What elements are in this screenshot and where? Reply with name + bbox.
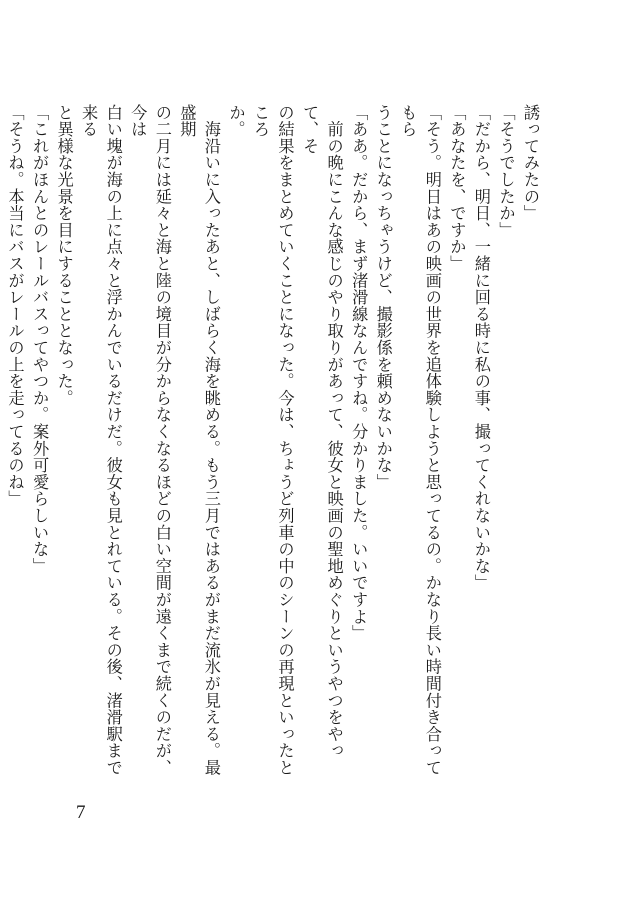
text-line: の結果をまとめていくことになった。今は、ちょうど列車の中のシーンの再現といったところ [250, 104, 295, 776]
text-line: 海沿いに入ったあと、しばらく海を眺める。もう三月ではあるがまだ流氷が見える。最盛期 [177, 104, 221, 776]
text-line: 「だから、明日、一緒に回る時に私の事、撮ってくれないかな」 [471, 104, 491, 592]
text-line [0, 104, 2, 784]
text-line: 誘ってみたの」 [521, 104, 540, 222]
text-line: か。 [226, 104, 246, 138]
text-line: 前の晩にこんな感じのやり取りがあって、彼女と映画の聖地めぐりというやつをやって、そ [300, 104, 344, 760]
text-line: 「あなたを、ですか」 [447, 104, 467, 272]
text-line: と異様な光景を目にすることとなった。 [54, 104, 74, 407]
text-line: 白い塊が海の上に点々と浮かんでいるだけだ。彼女も見とれている。その後、渚滑駅まで来る [79, 104, 123, 776]
page-number: 7 [76, 802, 86, 823]
vertical-text-body [5, 104, 542, 784]
text-line: の二月には延々と海と陸の境目が分からなくなるほどの白い空間が遠くまで続くのだが、今は [128, 104, 172, 776]
text-line: 「そうね。本当にバスがレールの上を走ってるのね」 [5, 104, 25, 508]
text-line: 「そうでしたか」 [496, 104, 516, 239]
text-line: 「これがほんとのレールバスってやつか。案外可愛らしいな」 [30, 104, 50, 575]
text-line: うことになっちゃうけど、撮影係を頼めないかな」 [373, 104, 393, 491]
text-line: 「ああ。だから、まず渚滑線なんですね。分かりました。いいですよ」 [349, 104, 369, 642]
text-line: 「そう。明日はあの映画の世界を追体験しようと思ってるの。かなり長い時間付き合ってもら [398, 104, 442, 776]
